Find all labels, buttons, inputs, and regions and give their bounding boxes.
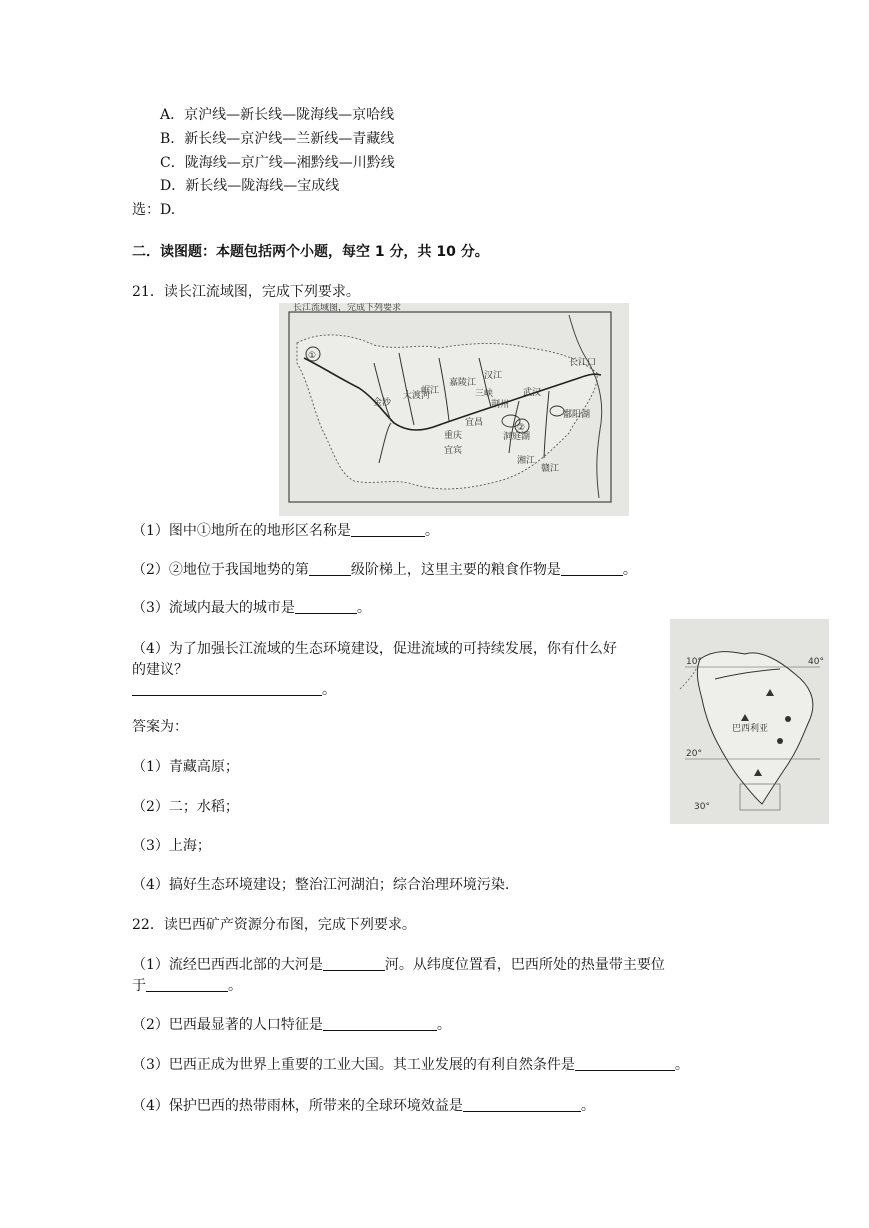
- svg-text:40°: 40°: [808, 657, 824, 667]
- svg-text:洞庭湖: 洞庭湖: [503, 432, 531, 442]
- answer-blank[interactable]: [351, 522, 425, 537]
- svg-text:宜宾: 宜宾: [444, 446, 463, 456]
- option-d: D．新长线—陇海线—宝成线: [160, 178, 340, 194]
- section-title: 二．读图题：本题包括两个小题，每空 1 分，共 10 分。: [132, 244, 489, 260]
- svg-text:嘉陵江: 嘉陵江: [449, 378, 477, 388]
- q22-sub4: （4）保护巴西的热带雨林，所带来的全球环境效益是 。: [132, 1098, 595, 1114]
- svg-text:②: ②: [517, 423, 526, 433]
- yangtze-basin-map: [279, 303, 629, 516]
- q22-sub2: （2）巴西最显著的人口特征是 。: [132, 1017, 451, 1033]
- q22-stem: 22．读巴西矿产资源分布图，完成下列要求。: [132, 917, 416, 933]
- svg-text:大渡河: 大渡河: [403, 391, 431, 401]
- brazil-mineral-map: [670, 619, 829, 824]
- svg-text:20°: 20°: [686, 749, 702, 759]
- q21-sub4-line1: （4）为了加强长江流域的生态环境建设，促进流域的可持续发展，你有什么好: [132, 641, 617, 657]
- q21-sub4-line2: 的建议？: [132, 662, 188, 678]
- svg-text:10°: 10°: [686, 657, 702, 667]
- q22-sub3: （3）巴西正成为世界上重要的工业大国。其工业发展的有利自然条件是 。: [132, 1057, 689, 1073]
- option-c: C．陇海线—京广线—湘黔线—川黔线: [160, 155, 395, 171]
- q21-sub2: （2）②地位于我国地势的第 级阶梯上，这里主要的粮食作物是 。: [132, 562, 637, 578]
- q21-sub4-answer-line: 。: [132, 681, 336, 699]
- svg-text:三峡: 三峡: [475, 389, 494, 399]
- svg-text:巴西利亚: 巴西利亚: [732, 724, 769, 734]
- q22-sub1-line2: 于 。: [132, 978, 242, 994]
- answer-2: （2）二；水稻；: [132, 799, 239, 815]
- svg-text:金沙: 金沙: [373, 398, 392, 408]
- answer-blank[interactable]: [561, 561, 623, 576]
- answer-blank[interactable]: [323, 956, 385, 971]
- q21-sub3: （3）流域内最大的城市是 。: [132, 600, 371, 616]
- map-header: 长江流域图，完成下列要求: [293, 303, 402, 313]
- svg-text:30°: 30°: [694, 802, 710, 812]
- svg-text:宜昌: 宜昌: [465, 418, 484, 428]
- answer-blank[interactable]: [146, 977, 228, 992]
- svg-text:长江口: 长江口: [569, 358, 597, 368]
- svg-text:湘江: 湘江: [517, 456, 536, 466]
- svg-text:荆州: 荆州: [491, 400, 510, 410]
- q22-sub1-line1: （1）流经巴西西北部的大河是 河。从纬度位置看，巴西所处的热量带主要位: [132, 957, 665, 973]
- svg-text:岷江: 岷江: [421, 386, 440, 396]
- q21-sub1: （1）图中①地所在的地形区名称是 。: [132, 523, 439, 539]
- answer-1: （1）青藏高原；: [132, 759, 239, 775]
- answer-blank[interactable]: [309, 561, 351, 576]
- answer-label: 答案为：: [132, 719, 188, 735]
- svg-text:重庆: 重庆: [444, 431, 463, 441]
- answer-blank[interactable]: [463, 1097, 581, 1112]
- answer-4: （4）搞好生态环境建设；整治江河湖泊；综合治理环境污染.: [132, 877, 510, 893]
- svg-text:汉江: 汉江: [484, 371, 503, 381]
- answer-blank[interactable]: [132, 681, 322, 696]
- answer-blank[interactable]: [295, 599, 357, 614]
- option-b: B．新长线—京沪线—兰新线—青藏线: [160, 131, 395, 147]
- answer-blank[interactable]: [575, 1056, 675, 1071]
- svg-text:①: ①: [308, 351, 317, 361]
- q21-stem: 21．读长江流域图，完成下列要求。: [132, 284, 360, 300]
- answer-blank[interactable]: [323, 1016, 437, 1031]
- svg-text:鄱阳湖: 鄱阳湖: [563, 410, 591, 420]
- previous-answer: 选：D.: [132, 202, 176, 218]
- answer-3: （3）上海；: [132, 838, 211, 854]
- svg-text:赣江: 赣江: [541, 464, 560, 474]
- option-a: A．京沪线—新长线—陇海线—京哈线: [160, 107, 395, 123]
- svg-text:武汉: 武汉: [523, 388, 542, 398]
